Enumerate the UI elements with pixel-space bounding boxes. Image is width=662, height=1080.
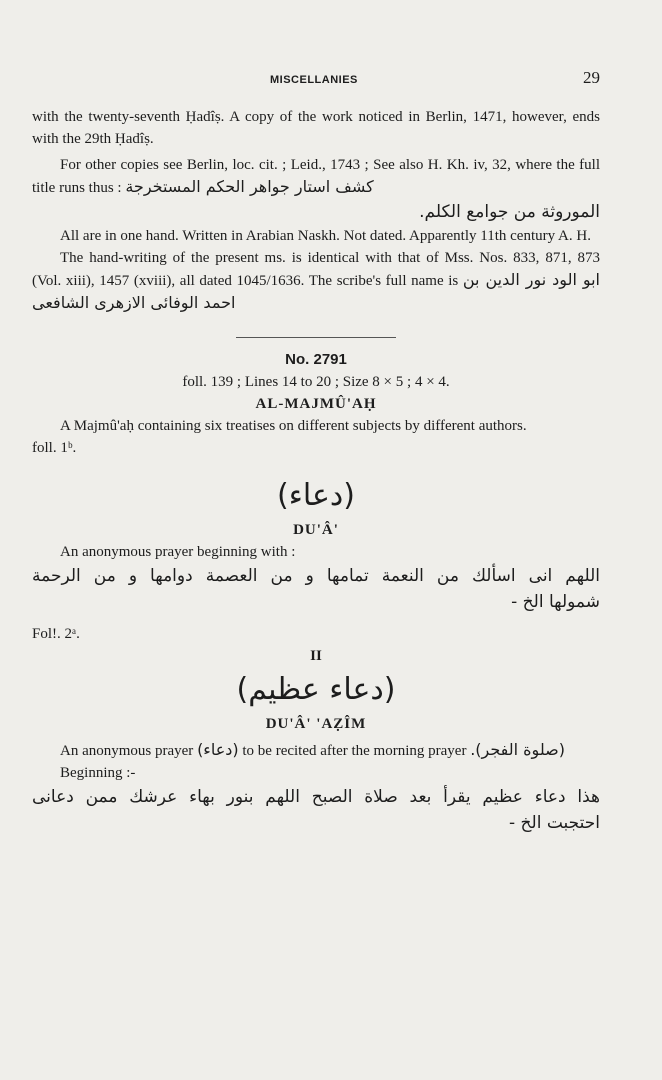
arabic-full-title-part2: الموروثة من جوامع الكلم. — [419, 202, 600, 222]
section2-roman-numeral: II — [310, 648, 322, 664]
running-head — [32, 68, 632, 92]
entry-folio: foll. 1ᵇ. — [32, 440, 77, 456]
section2-arabic-line2: احتجبت الخ - — [509, 813, 600, 833]
section2-text1: An anonymous prayer — [60, 743, 194, 759]
section1-intro: An anonymous prayer beginning with : — [60, 544, 296, 560]
section2-beginning-label: Beginning :- — [60, 765, 136, 781]
arabic-full-title-part1: كشف استار جواهر الحكم المستخرجة — [125, 177, 374, 196]
section2-arabic-line1: هذا دعاء عظيم يقرأ بعد صلاة الصبح اللهم بنور بهاء عرشك ممن دعانى — [32, 787, 600, 807]
section2-description — [32, 739, 600, 762]
entry-meta: foll. 139 ; Lines 14 to 20 ; Size 8 × 5 ; 4 × 4. — [182, 374, 450, 390]
section2-arabic-dua: (دعاء) — [197, 740, 239, 759]
entry-description: A Majmû'aḥ containing six treatises on different subjects by different authors. — [60, 418, 527, 434]
section2-arabic-title: (دعاء عظيم) — [236, 672, 396, 707]
section2-arabic-salat: (صلوة الفجر). — [470, 740, 565, 759]
entry-number: No. 2791 — [285, 351, 347, 368]
running-head-title: MISCELLANIES — [270, 74, 358, 86]
section1-arabic-title: (دعاء) — [277, 478, 355, 513]
paragraph-scribe — [32, 247, 600, 315]
section-divider — [32, 323, 600, 345]
section2-title: DU'Â' 'AẒÎM — [265, 716, 367, 732]
scribe-text: The hand-writing of the present ms. is identical with that of Mss. Nos. 833, 871, 873 (Vol. xiii), 1457 (xviii), all dated 1045/1636. The scribe's full name is — [32, 250, 600, 289]
arabic-scribe-name: ابو الود نور الدين بن احمد الوفائى الازهرى الشافعى — [32, 270, 601, 312]
paragraph-continued: with the twenty-seventh Ḥadîṣ. A copy of the work noticed in Berlin, 1471, however, ends with the 29th Ḥadîṣ. — [32, 109, 600, 147]
page-number: 29 — [583, 68, 600, 87]
section1-title: DU'Â' — [293, 522, 339, 538]
section1-arabic-line1: اللهم انى اسألك من النعمة تمامها و من العصمة دوامها و من الرحمة — [32, 566, 600, 586]
section1-folio: Fol!. 2ᵃ. — [32, 626, 80, 642]
entry-title: AL-MAJMÛ'AḤ — [255, 396, 377, 412]
paragraph-hand: All are in one hand. Written in Arabian Naskh. Not dated. Apparently 11th century A. H. — [60, 228, 591, 244]
section2-text2: to be recited after the morning prayer — [242, 743, 467, 759]
section1-arabic-line2: شمولها الخ - — [511, 592, 600, 612]
other-copies-text: For other copies see Berlin, loc. cit. ; Leid., 1743 ; See also H. Kh. iv, 32, where the full title runs thus : — [32, 157, 600, 196]
page-body — [32, 106, 600, 836]
paragraph-other-copies — [32, 154, 600, 199]
